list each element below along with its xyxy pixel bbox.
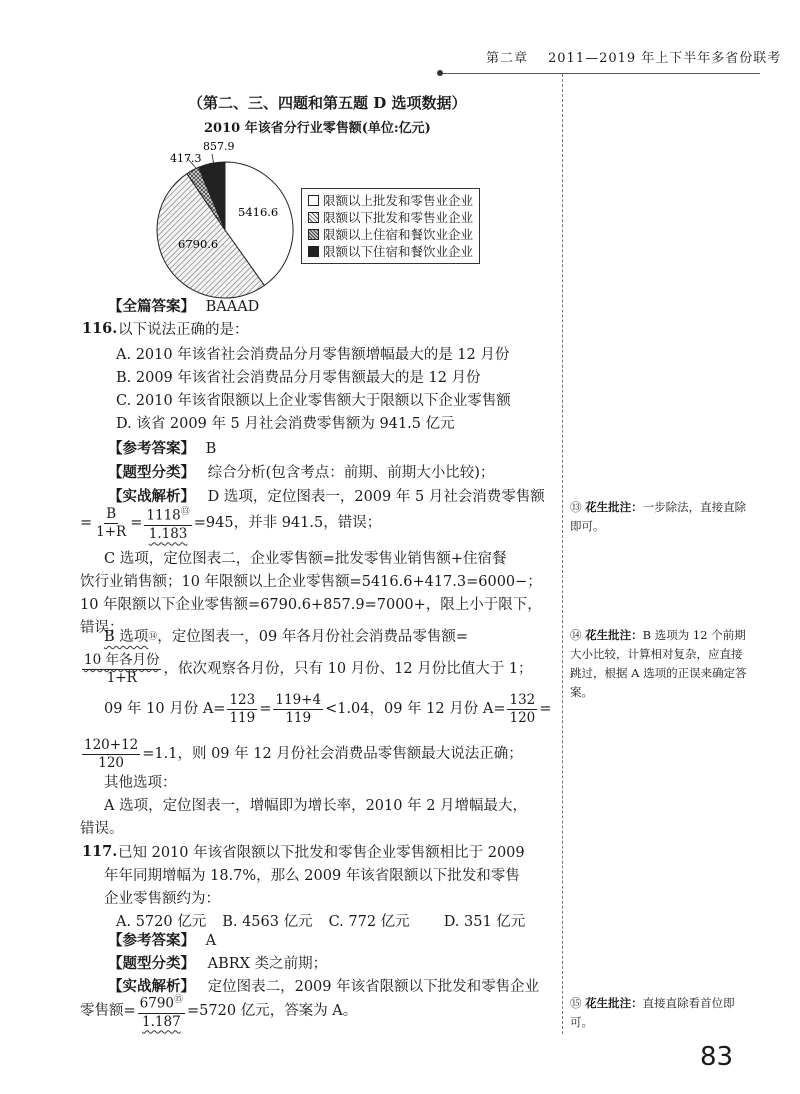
figure-caption: （第二、三、四题和第五题 D 选项数据） (188, 94, 467, 112)
fraction (144, 504, 191, 543)
legend-item (308, 243, 473, 260)
q116-dec-line (80, 737, 523, 772)
legend-label: 限额以下住宿和餐饮业企业 (323, 244, 474, 259)
full-answer-label: 【全篇答案】 (108, 298, 195, 315)
legend-swatch (308, 246, 319, 257)
note-mark-15: ⑮ (174, 995, 184, 1005)
legend-item (308, 226, 473, 243)
q117-number: 117. (82, 843, 118, 860)
frac-num: 119+4 (275, 692, 322, 708)
pie-label-857: 857.9 (203, 140, 235, 153)
header-chapter: 第二章 (486, 51, 529, 66)
q117-option-b: B. 4563 亿元 (222, 914, 313, 930)
pie-label-417: 417.3 (170, 152, 202, 165)
legend-swatch (308, 212, 319, 223)
q117-ref-answer (108, 930, 216, 952)
fraction (227, 692, 257, 727)
q116-analysis-1: D 选项，定位图表一，2009 年 5 月社会消费零售额 (207, 489, 545, 505)
legend-item (308, 209, 473, 226)
equals: = (130, 514, 143, 531)
note-text: B 选项为 12 个前期大小比较，计算相对复杂，应直接跳过，根据 A 选项的正误来确定答案。 (570, 628, 747, 699)
q117-ref-value: A (205, 933, 217, 949)
q116-a-line-1: A 选项，定位图表一，增幅即为增长率，2010 年 2 月增幅最大， (104, 798, 528, 814)
q116-b-line-1 (104, 627, 468, 648)
frac-num: 10 年各月份 (84, 652, 160, 668)
q116-option-a: A. 2010 年该省社会消费品分月零售额增幅最大的是 12 月份 (116, 347, 510, 363)
note-text: 一步除法，直接直除即可。 (570, 500, 747, 533)
legend-label: 限额以下批发和零售业企业 (323, 210, 474, 225)
fraction (507, 692, 537, 727)
q116-other: 其他选项： (104, 775, 177, 791)
q117-option-c: C. 772 亿元 (328, 914, 410, 930)
full-answer-value: BAAAD (205, 299, 260, 315)
q116-number: 116. (82, 320, 118, 337)
calc-text-1: 零售额= (80, 1002, 136, 1019)
q116-b-line-2 (80, 652, 533, 687)
note-mark: ⑮ (570, 996, 582, 1010)
frac-den: 120 (509, 710, 536, 726)
q116-calc-d (80, 504, 381, 543)
note-label: 花生批注： (585, 628, 643, 642)
note-label: 花生批注： (585, 996, 643, 1010)
margin-note-14 (570, 626, 750, 702)
fraction (138, 992, 185, 1031)
q117-analysis-1: 定位图表二，2009 年该省限额以下批发和零售企业 (207, 979, 540, 995)
header-title: 2011—2019 年上下半年多省份联考 (548, 51, 782, 66)
b-text-2: ，依次观察各月份，只有 10 月份、12 月份比值大于 1； (163, 661, 533, 677)
legend-item (308, 192, 473, 209)
q116-type (108, 462, 494, 484)
frac-num (144, 504, 191, 526)
q117-type-label: 【题型分类】 (108, 955, 195, 972)
frac-den: 1.187 (142, 1013, 181, 1030)
margin-note-15 (570, 994, 750, 1032)
fraction (82, 652, 161, 687)
q116-stem: 以下说法正确的是： (118, 322, 249, 338)
note-mark: ⑬ (570, 500, 582, 514)
fraction (82, 737, 140, 772)
frac-num-text: 1118 (146, 507, 181, 524)
q116-c-line-1: C 选项，定位图表二，企业零售额=批发零售业销售额+住宿餐 (104, 551, 507, 567)
legend-label: 限额以上住宿和餐饮业企业 (323, 227, 474, 242)
q116-c-line-2: 饮行业销售额；10 年限额以上企业零售额=5416.6+417.3=6000−； (80, 574, 542, 590)
note-mark-13: ⑬ (180, 507, 190, 517)
frac-num-text: 6790 (139, 995, 175, 1012)
q117-type (108, 953, 327, 975)
q117-option-d: D. 351 亿元 (443, 914, 526, 930)
q116-analysis-2: =945，并非 941.5，错误； (193, 514, 382, 531)
q116-option-d: D. 该省 2009 年 5 月社会消费零售额为 941.5 亿元 (116, 416, 455, 432)
frac-den: 1+R (96, 523, 127, 540)
q117-stem-2: 年年同期增幅为 18.7%，那么 2009 年该省限额以下批发和零售 (104, 868, 520, 884)
q116-ref-value: B (205, 441, 217, 457)
frac-num: 123 (229, 692, 256, 708)
header-dot (437, 70, 443, 76)
chart-title: 2010 年该省分行业零售额(单位:亿元) (204, 121, 431, 136)
calc-text-2: =5720 亿元，答案为 A。 (187, 1002, 358, 1019)
equals: = (259, 701, 272, 717)
margin-divider (562, 74, 563, 1034)
b-option-label: B 选项 (104, 629, 149, 645)
q116-a-line-2: 错误。 (80, 821, 124, 837)
q117-stem-1: 已知 2010 年该省限额以下批发和零售企业零售额相比于 2009 (118, 845, 525, 861)
q117-type-value: ABRX 类之前期； (207, 956, 328, 972)
note-label: 花生批注： (585, 500, 643, 514)
q116-analysis-label: 【实战解析】 (108, 488, 195, 505)
q116-type-value: 综合分析(包含考点：前期、前期大小比较)； (207, 465, 495, 481)
q116-option-b: B. 2009 年该省社会消费品分月零售额最大的是 12 月份 (116, 370, 481, 386)
q117-option-a: A. 5720 亿元 (116, 914, 207, 930)
frac-den: 119 (285, 710, 312, 726)
pie-label-6790: 6790.6 (178, 237, 219, 251)
dec-text: =1.1，则 09 年 12 月份社会消费品零售额最大说法正确； (142, 746, 523, 762)
q116-c-line-4: 错误； (80, 620, 124, 636)
fraction (94, 506, 128, 541)
q116-ref-answer (108, 438, 216, 460)
pie-chart (140, 140, 310, 300)
frac-num (138, 992, 185, 1014)
pie-label-5416: 5416.6 (238, 205, 279, 219)
q116-ref-label: 【参考答案】 (108, 440, 195, 457)
q117-calc (80, 992, 357, 1031)
fraction (273, 692, 323, 727)
frac-num: 132 (509, 692, 536, 708)
legend-swatch (308, 229, 319, 240)
frac-num: B (106, 505, 117, 522)
note-text: 直接直除看首位即可。 (570, 996, 735, 1029)
chart-legend (301, 188, 480, 264)
q116-c-line-3: 10 年限额以下企业零售额=6790.6+857.9=7000+，限上小于限下， (80, 597, 542, 613)
frac-den: 120 (98, 755, 125, 771)
q117-stem-3: 企业零售额约为： (104, 891, 220, 907)
legend-label: 限额以上批发和零售业企业 (323, 193, 474, 208)
full-answer-line (108, 296, 259, 318)
note-mark-14: ⑭ (148, 632, 158, 642)
q116-oct-line (104, 692, 551, 727)
b-text-1: ，定位图表一，09 年各月份社会消费品零售额= (157, 629, 468, 645)
frac-den: 1+R (106, 670, 137, 686)
q116-type-label: 【题型分类】 (108, 464, 195, 481)
frac-num: 120+12 (84, 737, 139, 753)
oct-text-1: 09 年 10 月份 A= (104, 701, 226, 717)
q117-ref-label: 【参考答案】 (108, 932, 195, 949)
legend-swatch (308, 195, 319, 206)
page-number: 83 (700, 1042, 734, 1072)
equals: = (80, 514, 93, 531)
equals: = (539, 701, 552, 717)
q117-analysis-label: 【实战解析】 (108, 978, 195, 995)
frac-den: 119 (229, 710, 256, 726)
margin-note-13 (570, 498, 750, 536)
oct-text-2: <1.04，09 年 12 月份 A= (325, 701, 506, 717)
q116-option-c: C. 2010 年该省限额以上企业零售额大于限额以下企业零售额 (116, 393, 511, 409)
frac-den: 1.183 (148, 525, 188, 542)
header-rule (440, 73, 760, 74)
note-mark: ⑭ (570, 628, 582, 642)
